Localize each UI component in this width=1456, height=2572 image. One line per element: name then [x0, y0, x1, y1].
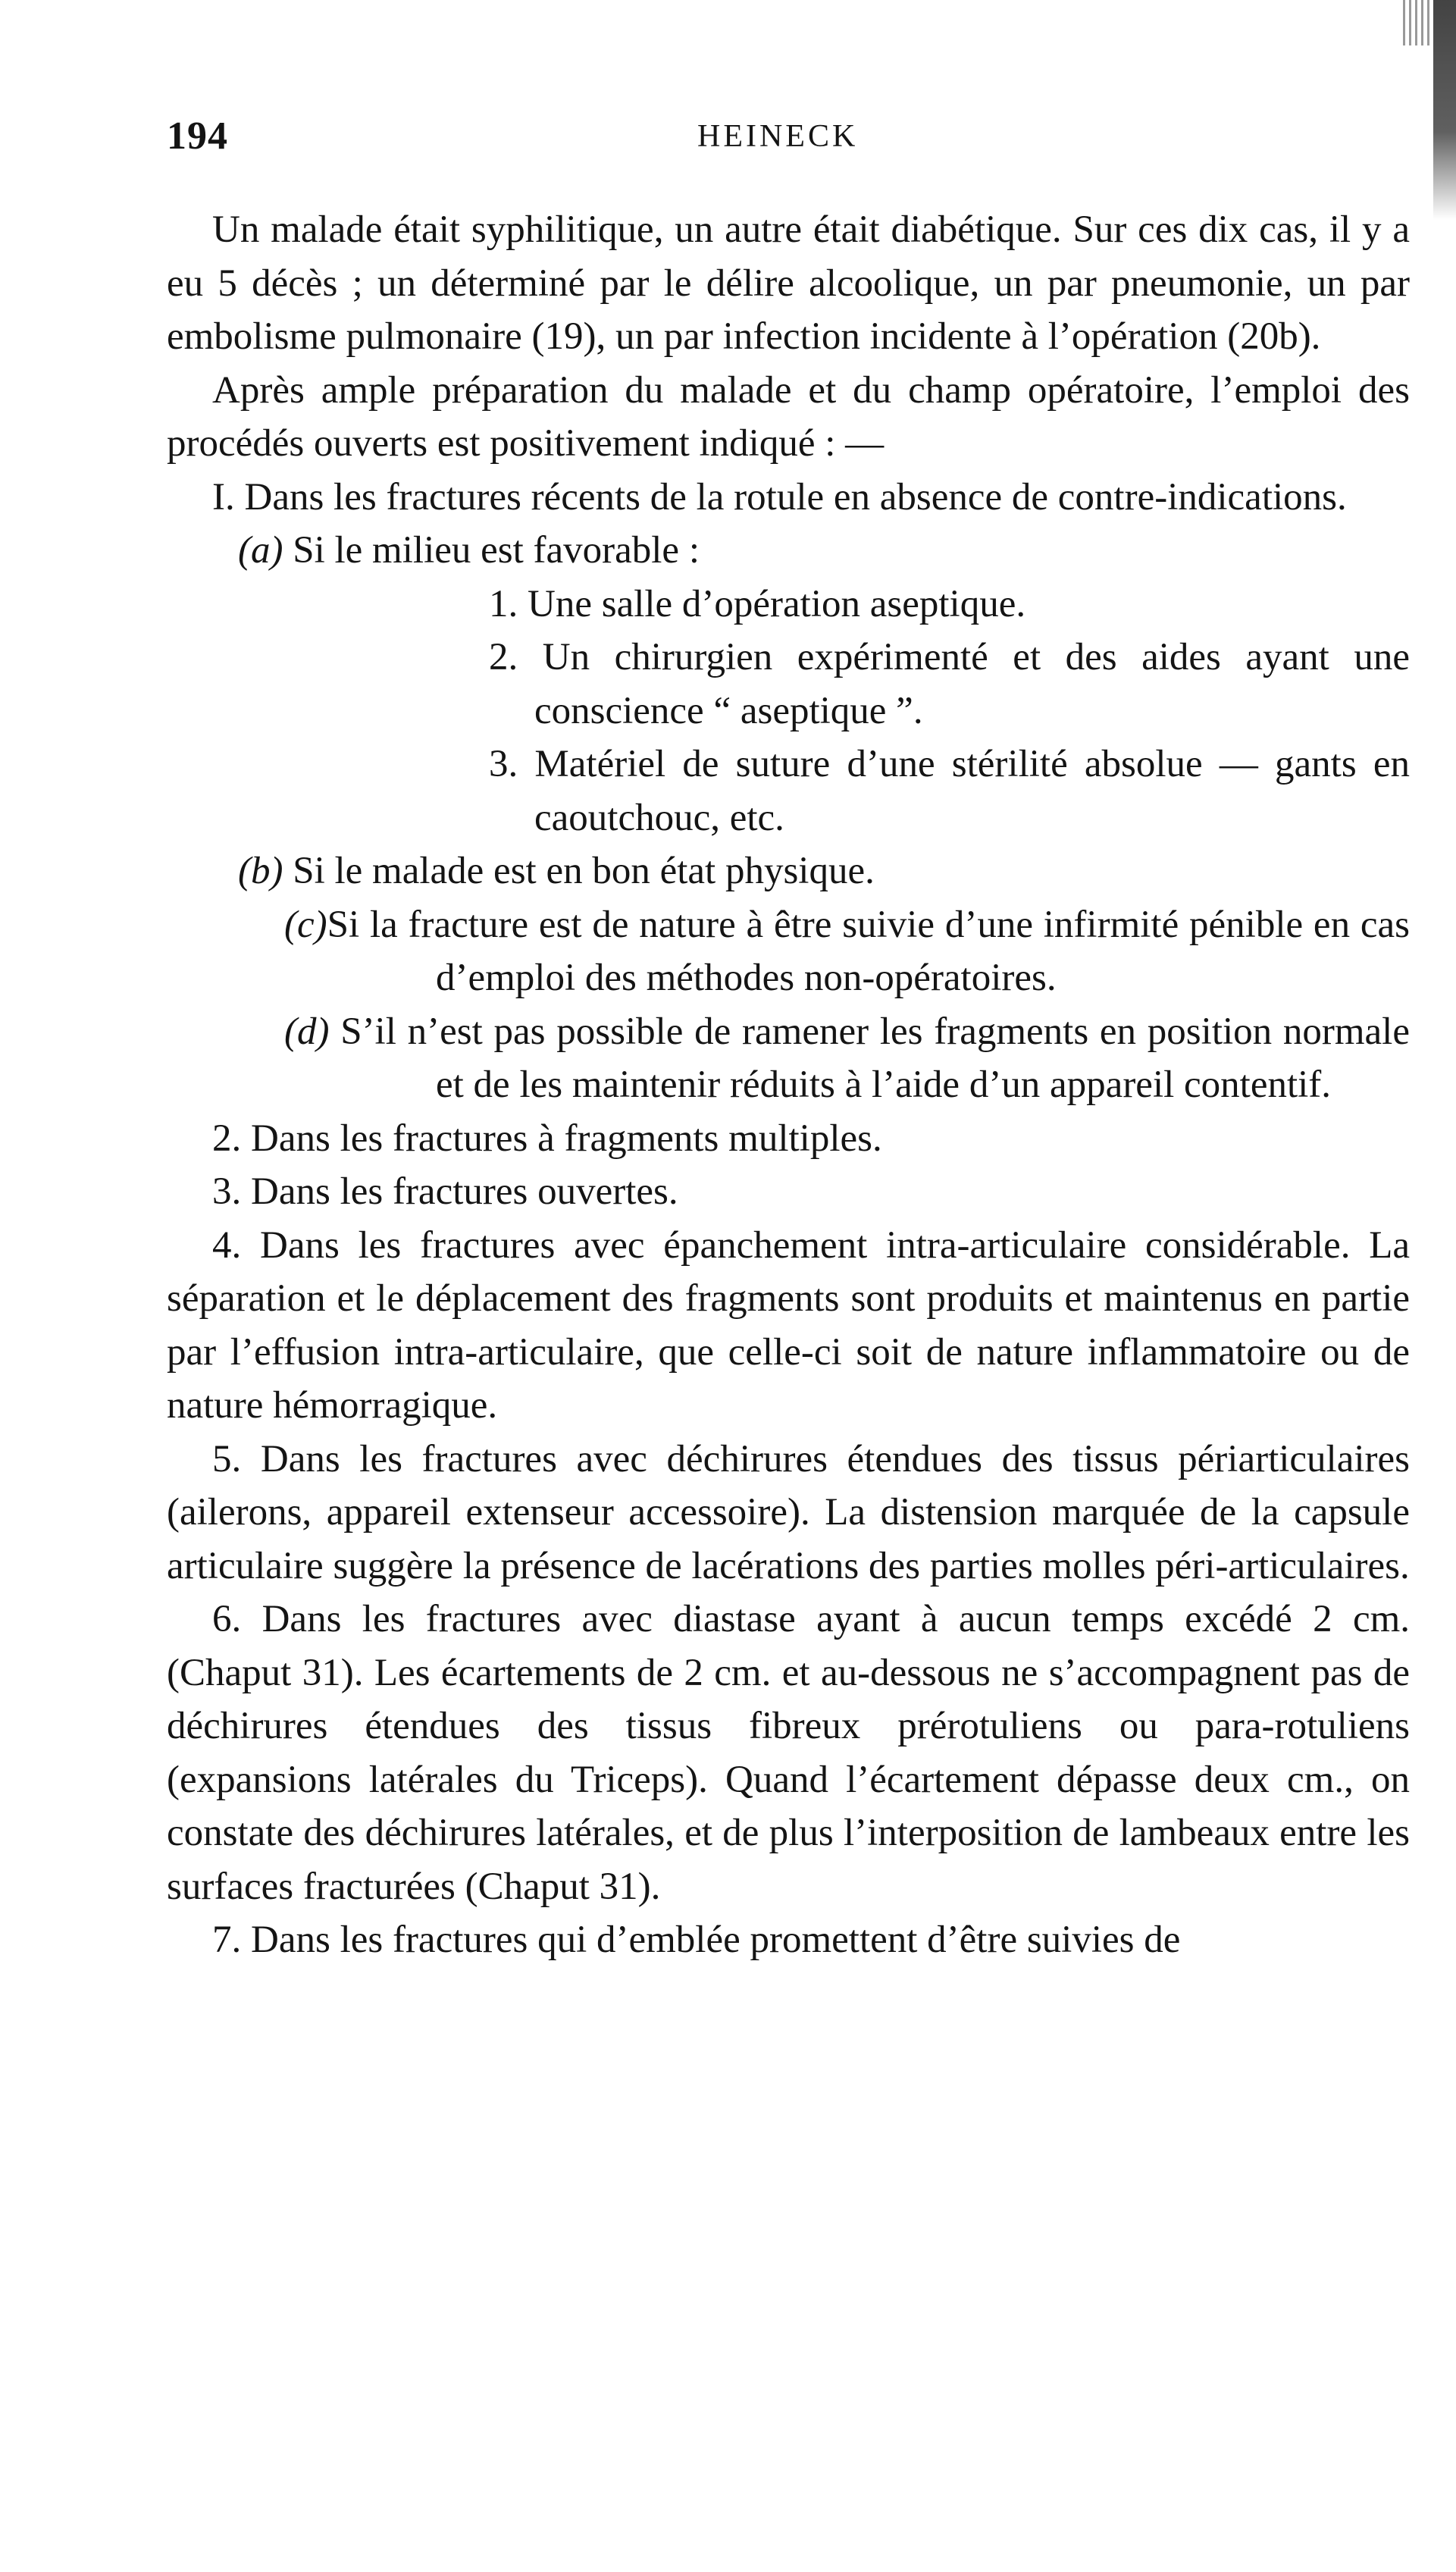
paragraph-indication-7: 7. Dans les fractures qui d’emblée promettent d’être suivies de — [212, 1919, 1181, 1961]
sub-item-a — [167, 524, 1410, 578]
page-body — [167, 203, 1410, 1967]
paragraph-indication-3: 3. Dans les fractures ouvertes. — [212, 1170, 678, 1213]
paragraph-indication-5: 5. Dans les fractures avec déchirures étendues des tissus périarticulaires (ailerons, appareil extenseur accessoire). La distension marquée de la capsule articulaire suggère la présence de lacérations des parties molles péri-articulaires. — [167, 1437, 1410, 1587]
sub-item-c — [167, 898, 1410, 1005]
sub-item-a-label: (a) — [238, 529, 283, 572]
paragraph-indications-intro: Après ample préparation du malade et du champ opératoire, l’emploi des procédés ouverts est positivement indiqué : — — [167, 368, 1410, 465]
sub-item-a-text: Si le milieu est favorable : — [283, 529, 700, 572]
scan-edge-shadow — [1433, 0, 1456, 220]
paragraph-indication-2: 2. Dans les fractures à fragments multiples. — [212, 1117, 882, 1160]
paragraph-indication-1: I. Dans les fractures récents de la rotule en absence de contre-indications. — [212, 475, 1347, 518]
scan-edge-artifact — [1403, 0, 1433, 45]
paragraph-indication-4: 4. Dans les fractures avec épanchement intra-articulaire considérable. La séparation et le déplacement des fragments sont produits et maintenus en partie par l’effusion intra-articulaire, que celle-ci soit de nature inflammatoire ou de nature hémorragique. — [167, 1223, 1410, 1427]
page-header — [167, 114, 1410, 174]
list-item-a1: 1. Une salle d’opération aseptique. — [489, 582, 1026, 625]
sub-item-d — [167, 1005, 1410, 1112]
paragraph-case-summary: Un malade était syphilitique, un autre était diabétique. Sur ces dix cas, il y a eu 5 décès ; un déterminé par le délire alcoolique, un par pneumonie, un par embolisme pulmonaire (19), un par infection incidente à l’opération (20b). — [167, 208, 1410, 358]
page-number: 194 — [167, 114, 228, 158]
list-item-a2: 2. Un chirurgien expérimenté et des aides ayant une conscience “ aseptique ”. — [489, 636, 1410, 732]
sub-item-d-label: (d) — [284, 1010, 330, 1053]
sub-item-c-label: (c) — [284, 903, 327, 946]
sub-item-b-label: (b) — [238, 850, 283, 892]
paragraph-indication-6: 6. Dans les fractures avec diastase ayant à aucun temps excédé 2 cm. (Chaput 31). Les écartements de 2 cm. et au-dessous ne s’accompagnent pas de déchirures étendues des tissus fibreux prérotuliens ou para-rotuliens (expansions latérales du Triceps). Quand l’écartement dépasse deux cm., on constate des déchirures latérales, et de plus l’interposition de lambeaux entre les surfaces fracturées (Chaput 31). — [167, 1598, 1410, 1908]
sub-item-c-text: Si la fracture est de nature à être suivie d’une infirmité pénible en cas d’emploi des méthodes non-opératoires. — [327, 903, 1410, 999]
list-item-a3: 3. Matériel de suture d’une stérilité absolue — gants en caoutchouc, etc. — [489, 743, 1410, 839]
sub-item-d-text: S’il n’est pas possible de ramener les fragments en position normale et de les maintenir réduits à l’aide d’un appareil contentif. — [329, 1010, 1410, 1106]
sub-item-b — [167, 844, 1410, 898]
running-head: HEINECK — [697, 119, 859, 154]
sub-item-b-text: Si le malade est en bon état physique. — [283, 850, 875, 892]
